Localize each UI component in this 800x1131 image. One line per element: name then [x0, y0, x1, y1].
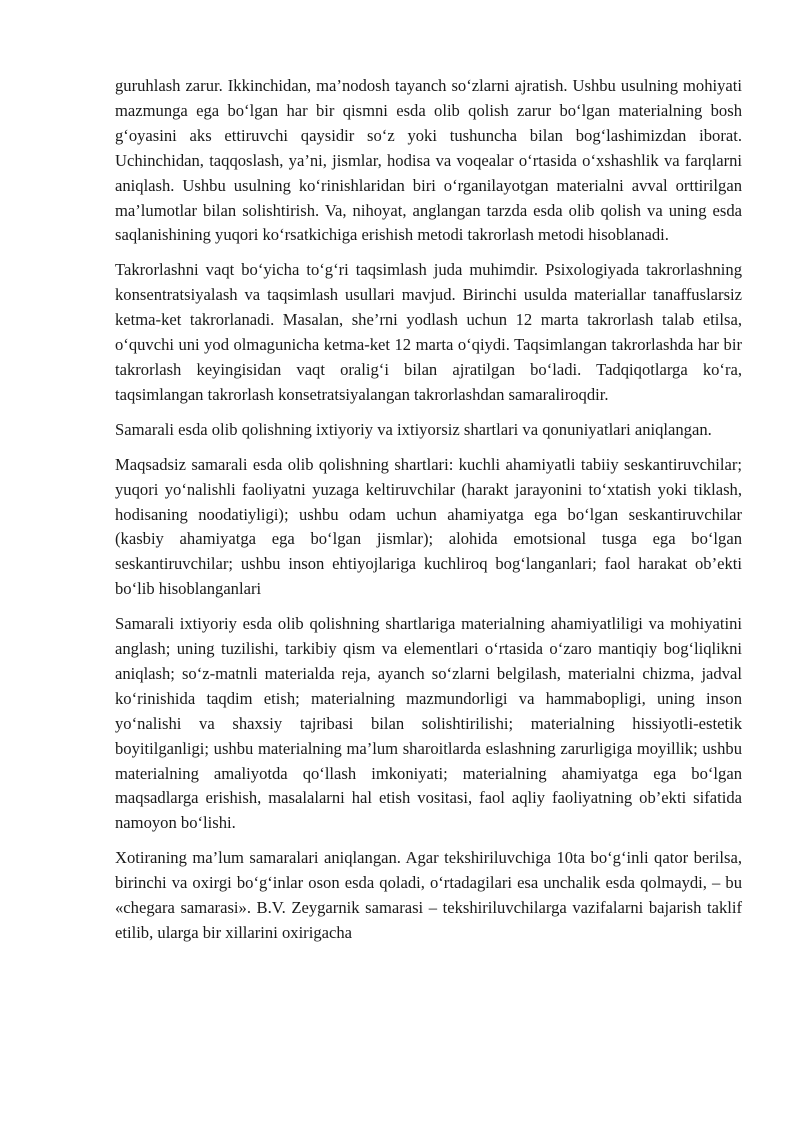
paragraph-6: Xotiraning ma’lum samaralari aniqlangan. Agar tekshiriluvchiga 10ta bo‘g‘inli qator berilsa, birinchi va oxirgi bo‘g‘inlar oson esda qoladi, o‘rtadagilari esa unchalik esda qolmaydi, – bu «chegara samarasi». B.V. Zeygarnik samarasi – tekshiriluvchilarga vazifalarni bajarish taklif etilib, ularga bir xillarini oxirigacha	[115, 848, 742, 942]
paragraph-3: Samarali esda olib qolishning ixtiyoriy va ixtiyorsiz shartlari va qonuniyatlari aniqlangan.	[115, 419, 712, 439]
paragraph-1: guruhlash zarur. Ikkinchidan, ma’nodosh tayanch so‘zlarni ajratish. Ushbu usulning mohiyati mazmunga ega bo‘lgan har bir qismni esda olib qolish zarur bo‘lgan materialning bosh g‘oyasini aks ettiruvchi qaysidir so‘z yoki tushuncha bilan bog‘lashimizdan iborat. Uchinchidan, taqqoslash, ya’ni, jismlar, hodisa va voqealar o‘rtasida o‘xshashlik va farqlarni aniqlash. Ushbu usulning ko‘rinishlaridan biri o‘rganilayotgan materialni avval orttirilgan ma’lumotlar bilan solishtirish. Va, nihoyat, anglangan tarzda esda olib qolish va uning esda saqlanishining yuqori ko‘rsatkichiga erishish metodi takrorlash metodi hisoblanadi.	[115, 76, 742, 245]
paragraph-5: Samarali ixtiyoriy esda olib qolishning shartlariga materialning ahamiyatliligi va mohiyatini anglash; uning tuzilishi, tarkibiy qism va elementlari o‘rtasida o‘zaro mantiqiy bog‘liqlikni aniqlash; so‘z-matnli materialda reja, ayanch so‘zlarni belgilash, materialni chizma, jadval ko‘rinishida taqdim etish; materialning mazmundorligi va hammabopligi, uning inson yo‘nalishi va shaxsiy tajribasi bilan solishtirilishi; materialning hissiyotli-estetik boyitilganligi; ushbu materialning ma’lum sharoitlarda eslashning zarurligiga moyillik; ushbu materialning amaliyotda qo‘llash imkoniyati; materialning ahamiyatga ega bo‘lgan maqsadlarga erishish, masalalarni hal etish vositasi, faol aqliy faoliyatning ob’ekti sifatida namoyon bo‘lishi.	[115, 614, 742, 833]
paragraph-2: Takrorlashni vaqt bo‘yicha to‘g‘ri taqsimlash juda muhimdir. Psixologiyada takrorlashning konsentratsiyalash va taqsimlash usullari mavjud. Birinchi usulda materiallar tanaffuslarsiz ketma-ket takrorlanadi. Masalan, she’rni yodlash uchun 12 marta takrorlash talab etilsa, o‘quvchi uni yod olmagunicha ketma-ket 12 marta o‘qiydi. Taqsimlangan takrorlashda har bir takrorlash keyingisidan vaqt oralig‘i bilan ajratilgan bo‘ladi. Tadqiqotlarga ko‘ra, taqsimlangan takrorlash konsetratsiyalangan takrorlashdan samaraliroqdir.	[115, 260, 742, 404]
document-page	[115, 74, 742, 956]
paragraph-4: Maqsadsiz samarali esda olib qolishning shartlari: kuchli ahamiyatli tabiiy seskantiruvchilar; yuqori yo‘nalishli faoliyatni yuzaga keltiruvchilar (harakt jarayonini to‘xtatish yoki tiklash, hodisaning noodatiyligi); ushbu odam uchun ahamiyatga ega bo‘lgan seskantiruvchilar (kasbiy ahamiyatga ega bo‘lgan jismlar); alohida emotsional tusga ega bo‘lgan seskantiruvchilar; ushbu inson ehtiyojlariga kuchliroq bog‘langanlari; faol harakat ob’ekti bo‘lib hisoblanganlari	[115, 454, 742, 599]
